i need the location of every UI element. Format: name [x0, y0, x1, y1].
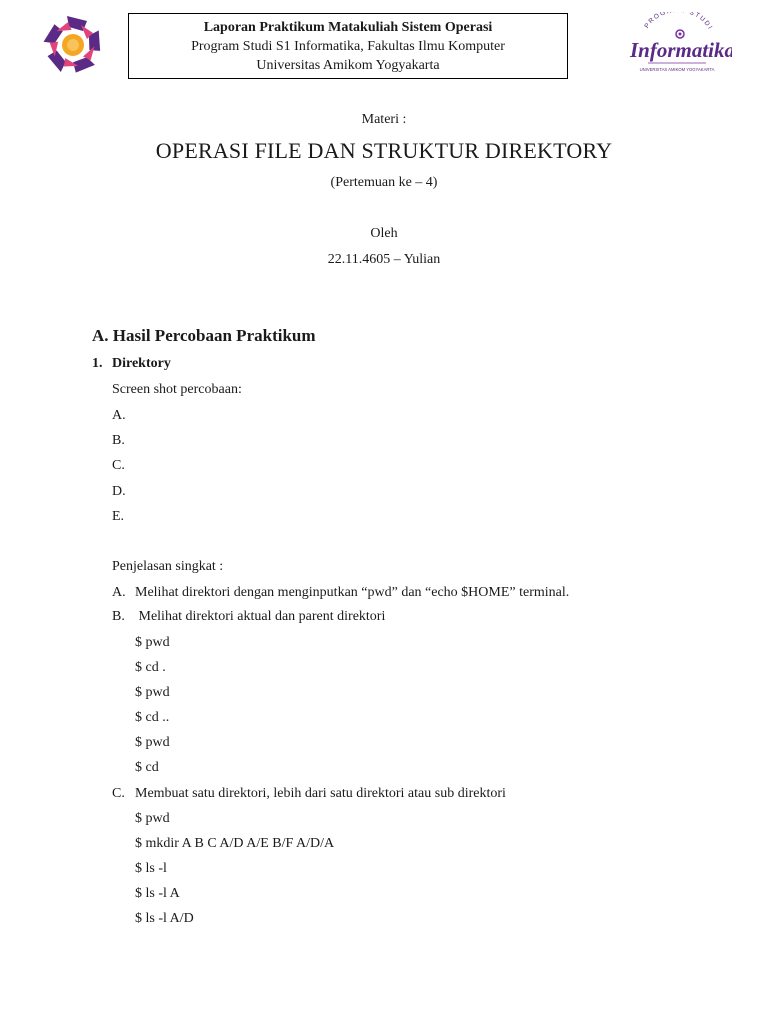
item-title: Direktory — [112, 356, 171, 371]
screenshot-item-a: A. — [112, 408, 126, 423]
section-heading: A. Hasil Percobaan Praktikum — [92, 326, 316, 345]
item-number: 1. — [92, 356, 103, 371]
materi-label: Materi : — [361, 112, 407, 127]
report-header — [128, 13, 568, 79]
amikom-logo — [42, 14, 104, 76]
informatika-logo-bottom-text: UNIVERSITAS AMIKOM YOGYAKARTA — [639, 67, 715, 72]
informatika-logo — [622, 12, 732, 84]
explanation-c-text: Membuat satu direktori, lebih dari satu direktori atau sub direktori — [135, 786, 506, 801]
command-line: $ ls -l A — [135, 886, 180, 901]
svg-text:PROGRAM STUDI — [643, 12, 713, 31]
document-title: OPERASI FILE DAN STRUKTUR DIREKTORY — [155, 138, 613, 163]
screenshot-item-e: E. — [112, 509, 125, 524]
command-line: $ ls -l — [135, 861, 167, 876]
informatika-logo-text: Informatika — [630, 38, 732, 62]
screenshot-item-b: B. — [112, 433, 125, 448]
command-line: $ ls -l A/D — [135, 911, 194, 926]
explanation-b-marker: B. — [112, 609, 125, 624]
command-line: $ pwd — [135, 685, 170, 700]
command-line: $ cd . — [135, 660, 166, 675]
report-program: Program Studi S1 Informatika, Fakultas Ilmu Komputer — [191, 39, 505, 54]
explanation-b-text: Melihat direktori aktual dan parent direktori — [135, 609, 386, 624]
author-label: 22.11.4605 – Yulian — [327, 252, 441, 267]
report-university: Universitas Amikom Yogyakarta — [256, 58, 440, 73]
screenshot-item-d: D. — [112, 484, 126, 499]
explanation-a-text: Melihat direktori dengan menginputkan “pwd” dan “echo $HOME” terminal. — [135, 585, 570, 600]
explanation-a-marker: A. — [112, 585, 126, 600]
screenshot-label: Screen shot percobaan: — [112, 382, 242, 397]
explanation-c-marker: C. — [112, 786, 125, 801]
command-line: $ mkdir A B C A/D A/E B/F A/D/A — [135, 836, 335, 851]
command-line: $ pwd — [135, 811, 170, 826]
command-line: $ cd — [135, 760, 159, 775]
screenshot-item-c: C. — [112, 458, 125, 473]
command-line: $ pwd — [135, 735, 170, 750]
explanation-label: Penjelasan singkat : — [112, 559, 224, 574]
report-course: Laporan Praktikum Matakuliah Sistem Operasi — [203, 20, 493, 35]
by-label: Oleh — [370, 226, 398, 241]
meeting-label: (Pertemuan ke – 4) — [330, 175, 438, 190]
informatika-logo-top-text: PROG STUDI — [643, 12, 714, 32]
command-line: $ cd .. — [135, 710, 170, 725]
command-line: $ pwd — [135, 635, 170, 650]
